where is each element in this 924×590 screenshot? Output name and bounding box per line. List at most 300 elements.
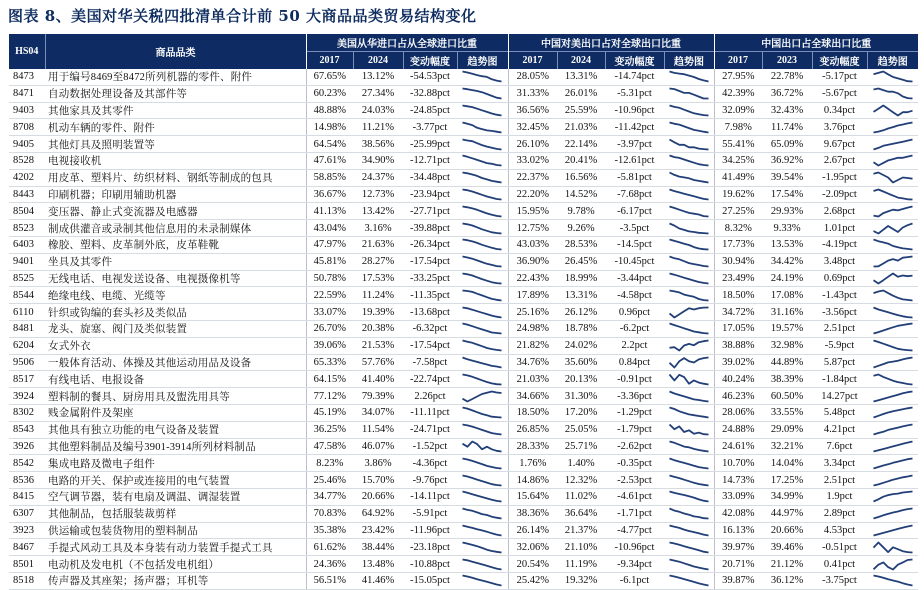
sparkline-chart xyxy=(461,238,503,251)
sparkline-chart xyxy=(668,507,710,520)
product-name: 橡胶、塑料、皮革制外底，皮革鞋靴 xyxy=(45,236,306,253)
g3-change-value: 3.76pct xyxy=(812,119,867,136)
sparkline-trend-line xyxy=(873,492,912,502)
sparkline-trend-line xyxy=(669,206,708,216)
g2-change-value: -4.61pct xyxy=(605,488,664,505)
sparkline-chart xyxy=(668,558,710,571)
sparkline-trend-line xyxy=(669,425,708,435)
g1-trend-sparkline xyxy=(457,572,508,589)
g1-end-value: 3.16% xyxy=(353,220,403,237)
sparkline-trend-line xyxy=(873,257,912,267)
sparkline-trend-line xyxy=(873,391,912,401)
sparkline-chart xyxy=(461,507,503,520)
g1-end-value: 38.44% xyxy=(353,539,403,556)
table-row xyxy=(9,388,918,405)
g3-change-value: 2.68pct xyxy=(812,203,867,220)
g3-end-value: 19.57% xyxy=(762,320,812,337)
g3-end-value: 29.93% xyxy=(762,203,812,220)
sparkline-trend-line xyxy=(873,341,912,351)
sparkline-chart xyxy=(668,70,710,83)
sparkline-trend-line xyxy=(463,425,502,435)
g2-end-value: 12.32% xyxy=(557,472,605,489)
sparkline-chart xyxy=(461,574,503,587)
g1-trend-sparkline xyxy=(457,85,508,102)
g1-end-value: 13.42% xyxy=(353,203,403,220)
sparkline-trend-line xyxy=(463,408,502,418)
sparkline-trend-line xyxy=(463,542,502,552)
g3-change-value: 5.87pct xyxy=(812,354,867,371)
g1-trend-sparkline xyxy=(457,220,508,237)
sparkline-trend-line xyxy=(873,105,912,115)
sparkline-chart xyxy=(872,524,914,537)
g2-start-value: 32.45% xyxy=(508,119,557,136)
table-row xyxy=(9,220,918,237)
sparkline-chart xyxy=(461,138,503,151)
g1-start-value: 43.04% xyxy=(306,220,353,237)
sparkline-trend-line xyxy=(669,189,708,199)
sparkline-chart xyxy=(668,574,710,587)
g3-change-value: 2.89pct xyxy=(812,505,867,522)
g3-change-value: 0.41pct xyxy=(812,556,867,573)
g3-start-value: 10.70% xyxy=(714,455,762,472)
g1-change-value: -17.54pct xyxy=(403,337,457,354)
g1-trend-sparkline xyxy=(457,287,508,304)
sparkline-trend-line xyxy=(669,458,708,468)
sparkline-chart xyxy=(668,87,710,100)
g1-change-value: -17.54pct xyxy=(403,253,457,270)
sparkline-trend-line xyxy=(873,156,912,166)
g2-start-value: 34.76% xyxy=(508,354,557,371)
sparkline-chart xyxy=(872,322,914,335)
sparkline-chart xyxy=(668,457,710,470)
g3-start-value: 14.73% xyxy=(714,472,762,489)
sparkline-chart xyxy=(872,474,914,487)
sparkline-chart xyxy=(872,406,914,419)
sparkline-trend-line xyxy=(463,105,502,115)
g2-change-value: -14.5pct xyxy=(605,236,664,253)
g1-change-value: -22.74pct xyxy=(403,371,457,388)
g3-trend-sparkline xyxy=(867,220,918,237)
product-name: 其他家具及其零件 xyxy=(45,102,306,119)
g1-end-value: 12.73% xyxy=(353,186,403,203)
g3-start-value: 27.95% xyxy=(714,69,762,85)
header-g2-year-end: 2024 xyxy=(557,52,605,70)
g3-change-value: -1.43pct xyxy=(812,287,867,304)
g2-start-value: 12.75% xyxy=(508,220,557,237)
sparkline-trend-line xyxy=(669,240,708,250)
g2-trend-sparkline xyxy=(664,287,714,304)
sparkline-trend-line xyxy=(873,509,912,519)
g2-start-value: 15.95% xyxy=(508,203,557,220)
g2-end-value: 18.78% xyxy=(557,320,605,337)
g3-end-value: 21.12% xyxy=(762,556,812,573)
g1-end-value: 23.42% xyxy=(353,522,403,539)
product-name: 其他灯具及照明装置等 xyxy=(45,136,306,153)
g3-end-value: 32.43% xyxy=(762,102,812,119)
g1-change-value: -24.71pct xyxy=(403,421,457,438)
g1-trend-sparkline xyxy=(457,169,508,186)
g3-trend-sparkline xyxy=(867,371,918,388)
sparkline-chart xyxy=(668,541,710,554)
g1-start-value: 36.67% xyxy=(306,186,353,203)
g1-end-value: 57.76% xyxy=(353,354,403,371)
g3-trend-sparkline xyxy=(867,203,918,220)
g2-start-value: 28.33% xyxy=(508,438,557,455)
table-row xyxy=(9,404,918,421)
g2-trend-sparkline xyxy=(664,152,714,169)
sparkline-trend-line xyxy=(463,525,502,535)
g2-end-value: 31.30% xyxy=(557,388,605,405)
sparkline-chart xyxy=(872,188,914,201)
g1-start-value: 64.54% xyxy=(306,136,353,153)
sparkline-trend-line xyxy=(669,257,708,267)
g3-start-value: 33.09% xyxy=(714,488,762,505)
sparkline-trend-line xyxy=(873,408,912,418)
header-g1-year-end: 2024 xyxy=(353,52,403,70)
sparkline-chart xyxy=(668,188,710,201)
g3-start-value: 41.49% xyxy=(714,169,762,186)
g3-end-value: 17.08% xyxy=(762,287,812,304)
sparkline-trend-line xyxy=(873,173,912,183)
table-row xyxy=(9,136,918,153)
g3-change-value: -3.56pct xyxy=(812,304,867,321)
sparkline-trend-line xyxy=(463,89,502,99)
g2-start-value: 22.43% xyxy=(508,270,557,287)
g2-change-value: -10.96pct xyxy=(605,539,664,556)
g2-trend-sparkline xyxy=(664,119,714,136)
g1-change-value: -27.71pct xyxy=(403,203,457,220)
sparkline-trend-line xyxy=(669,122,708,132)
g1-change-value: 2.26pct xyxy=(403,388,457,405)
product-name: 龙头、旋塞、阀门及类似装置 xyxy=(45,320,306,337)
g2-trend-sparkline xyxy=(664,572,714,589)
sparkline-chart xyxy=(872,289,914,302)
g2-trend-sparkline xyxy=(664,354,714,371)
product-name: 电路的开关、保护或连接用的电气装置 xyxy=(45,472,306,489)
g1-change-value: -5.91pct xyxy=(403,505,457,522)
sparkline-trend-line xyxy=(873,425,912,435)
header-g1-trend: 趋势图 xyxy=(457,52,508,70)
header-g3-change: 变动幅度 xyxy=(812,52,867,70)
g1-start-value: 47.58% xyxy=(306,438,353,455)
g3-trend-sparkline xyxy=(867,337,918,354)
header-g1-year-start: 2017 xyxy=(306,52,353,70)
product-name: 一般体育活动、体操及其他运动用品及设备 xyxy=(45,354,306,371)
g2-end-value: 11.19% xyxy=(557,556,605,573)
sparkline-chart xyxy=(668,154,710,167)
product-name: 自动数据处理设备及其部件等 xyxy=(45,85,306,102)
product-name: 制成供灌音或录制其他信息用的未录制媒体 xyxy=(45,220,306,237)
g3-change-value: 9.67pct xyxy=(812,136,867,153)
sparkline-chart xyxy=(668,440,710,453)
sparkline-trend-line xyxy=(463,341,502,351)
g1-end-value: 24.03% xyxy=(353,102,403,119)
g3-end-value: 44.97% xyxy=(762,505,812,522)
product-name: 空气调节器，装有电扇及调温、调湿装置 xyxy=(45,488,306,505)
sparkline-chart xyxy=(668,306,710,319)
g3-change-value: -1.95pct xyxy=(812,169,867,186)
product-name: 其他塑料制品及编号3901-3914所列材料制品 xyxy=(45,438,306,455)
g3-start-value: 19.62% xyxy=(714,186,762,203)
g3-trend-sparkline xyxy=(867,354,918,371)
header-code: HS04 xyxy=(9,34,45,69)
g3-change-value: -5.67pct xyxy=(812,85,867,102)
g1-change-value: -25.99pct xyxy=(403,136,457,153)
g1-trend-sparkline xyxy=(457,388,508,405)
sparkline-trend-line xyxy=(873,122,912,132)
g2-change-value: -9.34pct xyxy=(605,556,664,573)
sparkline-trend-line xyxy=(873,206,912,216)
g1-trend-sparkline xyxy=(457,236,508,253)
g2-trend-sparkline xyxy=(664,539,714,556)
g2-start-value: 21.03% xyxy=(508,371,557,388)
header-g3-year-end: 2023 xyxy=(762,52,812,70)
g1-end-value: 24.37% xyxy=(353,169,403,186)
g1-start-value: 47.97% xyxy=(306,236,353,253)
g2-change-value: -2.53pct xyxy=(605,472,664,489)
g3-end-value: 34.99% xyxy=(762,488,812,505)
table-row xyxy=(9,539,918,556)
g2-start-value: 25.16% xyxy=(508,304,557,321)
table-row xyxy=(9,304,918,321)
sparkline-trend-line xyxy=(669,525,708,535)
sparkline-trend-line xyxy=(873,139,912,149)
sparkline-trend-line xyxy=(669,408,708,418)
g3-trend-sparkline xyxy=(867,119,918,136)
hs-code: 8708 xyxy=(9,119,45,136)
g2-trend-sparkline xyxy=(664,220,714,237)
g2-change-value: -10.96pct xyxy=(605,102,664,119)
g1-trend-sparkline xyxy=(457,354,508,371)
sparkline-chart xyxy=(461,490,503,503)
g1-trend-sparkline xyxy=(457,320,508,337)
sparkline-trend-line xyxy=(669,290,708,300)
hs-code: 8501 xyxy=(9,556,45,573)
g2-trend-sparkline xyxy=(664,320,714,337)
header-group-china-global-export-share: 中国出口占全球出口比重 xyxy=(714,34,918,52)
header-name: 商品品类 xyxy=(45,34,306,69)
g2-change-value: -3.36pct xyxy=(605,388,664,405)
g3-change-value: 14.27pct xyxy=(812,388,867,405)
product-name: 电视接收机 xyxy=(45,152,306,169)
g2-change-value: -1.29pct xyxy=(605,404,664,421)
g1-change-value: -13.68pct xyxy=(403,304,457,321)
g3-start-value: 20.71% xyxy=(714,556,762,573)
g1-start-value: 33.07% xyxy=(306,304,353,321)
g2-end-value: 36.64% xyxy=(557,505,605,522)
table-row xyxy=(9,556,918,573)
g2-start-value: 1.76% xyxy=(508,455,557,472)
g3-start-value: 16.13% xyxy=(714,522,762,539)
g2-trend-sparkline xyxy=(664,488,714,505)
g2-start-value: 26.85% xyxy=(508,421,557,438)
g3-change-value: 5.48pct xyxy=(812,404,867,421)
table-row xyxy=(9,152,918,169)
g2-trend-sparkline xyxy=(664,438,714,455)
table-row xyxy=(9,287,918,304)
g3-trend-sparkline xyxy=(867,270,918,287)
sparkline-chart xyxy=(461,524,503,537)
g3-change-value: -4.19pct xyxy=(812,236,867,253)
sparkline-chart xyxy=(461,121,503,134)
g1-change-value: -6.32pct xyxy=(403,320,457,337)
sparkline-chart xyxy=(461,289,503,302)
sparkline-trend-line xyxy=(669,324,708,334)
g1-change-value: -15.05pct xyxy=(403,572,457,589)
sparkline-trend-line xyxy=(873,72,912,82)
g1-start-value: 64.15% xyxy=(306,371,353,388)
sparkline-trend-line xyxy=(669,374,708,384)
hs-code: 8481 xyxy=(9,320,45,337)
g3-start-value: 40.24% xyxy=(714,371,762,388)
g2-start-value: 28.05% xyxy=(508,69,557,85)
sparkline-chart xyxy=(461,406,503,419)
sparkline-chart xyxy=(668,222,710,235)
hs-code: 6204 xyxy=(9,337,45,354)
g3-change-value: 2.67pct xyxy=(812,152,867,169)
sparkline-chart xyxy=(668,322,710,335)
g1-trend-sparkline xyxy=(457,253,508,270)
g1-end-value: 11.21% xyxy=(353,119,403,136)
sparkline-trend-line xyxy=(873,525,912,535)
g3-start-value: 46.23% xyxy=(714,388,762,405)
g2-change-value: -6.2pct xyxy=(605,320,664,337)
g2-trend-sparkline xyxy=(664,270,714,287)
g3-end-value: 39.46% xyxy=(762,539,812,556)
g2-start-value: 32.06% xyxy=(508,539,557,556)
hs-code: 8443 xyxy=(9,186,45,203)
sparkline-chart xyxy=(872,373,914,386)
g2-end-value: 28.53% xyxy=(557,236,605,253)
g2-change-value: -0.91pct xyxy=(605,371,664,388)
g1-start-value: 45.19% xyxy=(306,404,353,421)
sparkline-chart xyxy=(872,356,914,369)
sparkline-chart xyxy=(461,423,503,436)
sparkline-chart xyxy=(668,356,710,369)
g2-trend-sparkline xyxy=(664,371,714,388)
product-name: 塑料制的餐具、厨房用具及盥洗用具等 xyxy=(45,388,306,405)
g1-change-value: -9.76pct xyxy=(403,472,457,489)
sparkline-chart xyxy=(461,104,503,117)
g3-trend-sparkline xyxy=(867,236,918,253)
g2-trend-sparkline xyxy=(664,136,714,153)
g2-trend-sparkline xyxy=(664,69,714,85)
table-row xyxy=(9,253,918,270)
product-name: 贱金属附件及架座 xyxy=(45,404,306,421)
table-row xyxy=(9,488,918,505)
g3-start-value: 8.32% xyxy=(714,220,762,237)
sparkline-trend-line xyxy=(873,475,912,485)
sparkline-trend-line xyxy=(669,576,708,586)
sparkline-trend-line xyxy=(463,156,502,166)
g1-start-value: 26.70% xyxy=(306,320,353,337)
g1-end-value: 11.24% xyxy=(353,287,403,304)
g3-start-value: 42.08% xyxy=(714,505,762,522)
g1-start-value: 67.65% xyxy=(306,69,353,85)
table-row xyxy=(9,270,918,287)
g2-trend-sparkline xyxy=(664,388,714,405)
g3-trend-sparkline xyxy=(867,539,918,556)
g3-start-value: 55.41% xyxy=(714,136,762,153)
g3-end-value: 33.55% xyxy=(762,404,812,421)
trade-structure-table xyxy=(9,34,918,590)
table-row xyxy=(9,572,918,589)
g1-change-value: -7.58pct xyxy=(403,354,457,371)
g1-trend-sparkline xyxy=(457,488,508,505)
hs-code: 3926 xyxy=(9,438,45,455)
g3-change-value: -2.09pct xyxy=(812,186,867,203)
g3-trend-sparkline xyxy=(867,488,918,505)
g2-end-value: 21.10% xyxy=(557,539,605,556)
sparkline-trend-line xyxy=(873,273,912,283)
g2-change-value: -3.5pct xyxy=(605,220,664,237)
g1-end-value: 20.66% xyxy=(353,488,403,505)
g2-start-value: 17.89% xyxy=(508,287,557,304)
g3-end-value: 32.21% xyxy=(762,438,812,455)
sparkline-chart xyxy=(872,440,914,453)
product-name: 用皮革、塑料片、纺织材料、钢纸等制成的包具 xyxy=(45,169,306,186)
g3-end-value: 34.42% xyxy=(762,253,812,270)
g3-start-value: 23.49% xyxy=(714,270,762,287)
hs-code: 8504 xyxy=(9,203,45,220)
g1-end-value: 27.34% xyxy=(353,85,403,102)
g2-start-value: 33.02% xyxy=(508,152,557,169)
table-row xyxy=(9,505,918,522)
g2-end-value: 20.13% xyxy=(557,371,605,388)
product-name: 变压器、静止式变流器及电感器 xyxy=(45,203,306,220)
g3-change-value: -1.84pct xyxy=(812,371,867,388)
g1-start-value: 34.77% xyxy=(306,488,353,505)
g3-end-value: 20.66% xyxy=(762,522,812,539)
sparkline-chart xyxy=(872,423,914,436)
sparkline-chart xyxy=(461,154,503,167)
sparkline-trend-line xyxy=(463,257,502,267)
g3-start-value: 30.94% xyxy=(714,253,762,270)
g3-start-value: 24.88% xyxy=(714,421,762,438)
g3-trend-sparkline xyxy=(867,556,918,573)
g1-start-value: 45.81% xyxy=(306,253,353,270)
g1-end-value: 13.48% xyxy=(353,556,403,573)
figure-title: 图表 8、美国对华关税四批清单合计前 50 大商品品类贸易结构变化 xyxy=(8,7,477,25)
g3-end-value: 36.72% xyxy=(762,85,812,102)
table-row xyxy=(9,354,918,371)
header-g1-change: 变动幅度 xyxy=(403,52,457,70)
g3-trend-sparkline xyxy=(867,253,918,270)
g2-start-value: 20.54% xyxy=(508,556,557,573)
g3-change-value: 2.51pct xyxy=(812,320,867,337)
g3-start-value: 7.98% xyxy=(714,119,762,136)
sparkline-chart xyxy=(461,188,503,201)
g1-change-value: -54.53pct xyxy=(403,69,457,85)
sparkline-chart xyxy=(872,255,914,268)
g2-start-value: 24.98% xyxy=(508,320,557,337)
table-row xyxy=(9,421,918,438)
g3-start-value: 17.73% xyxy=(714,236,762,253)
g2-end-value: 22.14% xyxy=(557,136,605,153)
g3-change-value: -3.75pct xyxy=(812,572,867,589)
header-g3-year-start: 2017 xyxy=(714,52,762,70)
sparkline-chart xyxy=(461,306,503,319)
sparkline-trend-line xyxy=(669,72,708,82)
g3-change-value: 2.51pct xyxy=(812,472,867,489)
sparkline-trend-line xyxy=(873,189,912,199)
g1-end-value: 19.39% xyxy=(353,304,403,321)
g3-trend-sparkline xyxy=(867,472,918,489)
sparkline-chart xyxy=(461,70,503,83)
g1-change-value: -11.11pct xyxy=(403,404,457,421)
sparkline-trend-line xyxy=(463,72,502,82)
sparkline-chart xyxy=(668,490,710,503)
